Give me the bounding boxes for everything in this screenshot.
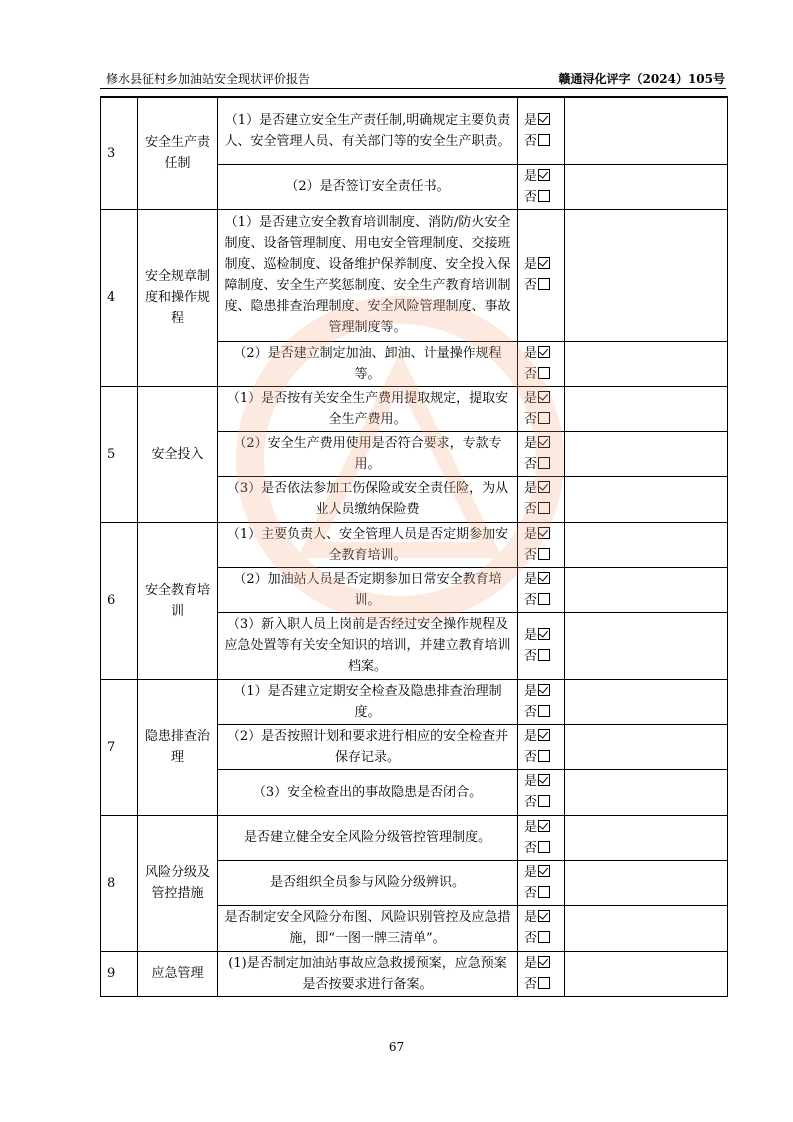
no-label: 否: [524, 592, 538, 608]
remark-cell: [565, 522, 728, 567]
remark-cell: [565, 97, 728, 164]
empty-box-icon[interactable]: [538, 412, 550, 424]
checked-box-icon[interactable]: [538, 527, 550, 539]
checked-box-icon[interactable]: [538, 910, 550, 922]
item-category: 安全投入: [138, 386, 218, 522]
check-result: [518, 860, 565, 905]
report-title-header: 修水县征村乡加油站安全现状评价报告: [106, 72, 311, 86]
check-content: （3）是否依法参加工伤保险或安全责任险，为从业人员缴纳保险费: [218, 476, 518, 522]
header-divider: [100, 88, 726, 89]
checked-box-icon[interactable]: [538, 346, 550, 358]
item-category: 安全规章制度和操作规程: [138, 209, 218, 386]
check-result: [518, 769, 565, 815]
check-content: （1）主要负责人、安全管理人员是否定期参加安全教育培训。: [218, 522, 518, 567]
table-row: [101, 522, 728, 567]
empty-box-icon[interactable]: [538, 593, 550, 605]
check-content: （2）是否按照计划和要求进行相应的安全检查并保存记录。: [218, 724, 518, 769]
empty-box-icon[interactable]: [538, 750, 550, 762]
checked-box-icon[interactable]: [538, 391, 550, 403]
yes-option[interactable]: [524, 817, 561, 838]
table-row: [101, 815, 728, 860]
check-result: [518, 905, 565, 951]
yes-label: 是: [524, 955, 538, 971]
empty-box-icon[interactable]: [538, 457, 550, 469]
checked-box-icon[interactable]: [538, 169, 550, 181]
remark-cell: [565, 815, 728, 860]
yes-label: 是: [524, 257, 538, 272]
yes-option[interactable]: [524, 726, 561, 747]
no-label: 否: [524, 976, 538, 992]
yes-label: 是: [524, 774, 538, 789]
empty-box-icon[interactable]: [538, 190, 550, 202]
report-code-header: 赣通浔化评字（2024）105号: [558, 72, 725, 86]
check-content: （1）是否按有关安全生产费用提取规定，提取安全生产费用。: [218, 386, 518, 431]
table-row: [101, 209, 728, 341]
yes-option[interactable]: [524, 953, 561, 974]
no-option[interactable]: [524, 409, 561, 430]
yes-option[interactable]: [524, 433, 561, 454]
remark-cell: [565, 679, 728, 724]
yes-label: 是: [524, 910, 538, 925]
check-result: [518, 431, 565, 476]
empty-box-icon[interactable]: [538, 977, 550, 989]
check-result: [518, 341, 565, 386]
table-row: [101, 97, 728, 164]
check-content: （1）是否建立定期安全检查及隐患排查治理制度。: [218, 679, 518, 724]
checked-box-icon[interactable]: [538, 774, 550, 786]
item-number: 4: [101, 209, 138, 386]
no-option[interactable]: [524, 454, 561, 475]
remark-cell: [565, 769, 728, 815]
item-number: 8: [101, 815, 138, 951]
remark-cell: [565, 612, 728, 679]
item-number: 6: [101, 522, 138, 679]
no-option[interactable]: [524, 275, 561, 296]
checked-box-icon[interactable]: [538, 956, 550, 968]
page-number: 67: [388, 1040, 405, 1054]
remark-cell: [565, 386, 728, 431]
item-number: 7: [101, 679, 138, 815]
yes-label: 是: [524, 819, 538, 835]
checked-box-icon[interactable]: [538, 113, 550, 125]
yes-option[interactable]: [524, 478, 561, 499]
remark-cell: [565, 860, 728, 905]
check-result: [518, 164, 565, 209]
check-content: （2）加油站人员是否定期参加日常安全教育培训。: [218, 567, 518, 612]
no-option[interactable]: [524, 590, 561, 611]
no-option[interactable]: [524, 545, 561, 566]
no-label: 否: [524, 502, 538, 517]
no-option[interactable]: [524, 747, 561, 768]
check-result: [518, 567, 565, 612]
no-label: 否: [524, 133, 538, 149]
checked-box-icon[interactable]: [538, 572, 550, 584]
no-label: 否: [524, 278, 538, 293]
item-category: 风险分级及管控措施: [138, 815, 218, 951]
no-option[interactable]: [524, 499, 561, 520]
item-category: 安全教育培训: [138, 522, 218, 679]
yes-label: 是: [524, 683, 538, 699]
yes-option[interactable]: [524, 907, 561, 928]
check-result: [518, 679, 565, 724]
yes-option[interactable]: [524, 771, 561, 792]
check-content: （1）是否建立安全教育培训制度、消防/防火安全制度、设备管理制度、用电安全管理制度、交接班制度、巡检制度、设备维护保养制度、安全投入保障制度、安全生产奖惩制度、安全生产教育培训制度、隐患排查治理制度、安全风险管理制度、事故管理制度等。: [218, 209, 518, 341]
checked-box-icon[interactable]: [538, 481, 550, 493]
yes-label: 是: [524, 526, 538, 542]
remark-cell: [565, 951, 728, 996]
no-label: 否: [524, 189, 538, 205]
yes-label: 是: [524, 112, 538, 128]
check-result: [518, 209, 565, 341]
no-label: 否: [524, 704, 538, 720]
yes-label: 是: [524, 481, 538, 496]
item-category: 应急管理: [138, 951, 218, 996]
check-result: [518, 724, 565, 769]
check-content: （2）是否签订安全责任书。: [218, 164, 518, 209]
checked-box-icon[interactable]: [538, 684, 550, 696]
checked-box-icon[interactable]: [538, 820, 550, 832]
no-option[interactable]: [524, 646, 561, 667]
check-result: [518, 815, 565, 860]
no-option[interactable]: [524, 364, 561, 385]
item-category: 安全生产责任制: [138, 97, 218, 209]
table-row: [101, 951, 728, 996]
check-content: 是否建立健全安全风险分级管控管理制度。: [218, 815, 518, 860]
yes-label: 是: [524, 345, 538, 361]
remark-cell: [565, 905, 728, 951]
empty-box-icon[interactable]: [538, 841, 550, 853]
empty-box-icon[interactable]: [538, 502, 550, 514]
yes-option[interactable]: [524, 681, 561, 702]
remark-cell: [565, 476, 728, 522]
check-content: （2）安全生产费用使用是否符合要求，专款专用。: [218, 431, 518, 476]
check-result: [518, 97, 565, 164]
check-content: (1)是否制定加油站事故应急救援预案，应急预案是否按要求进行备案。: [218, 951, 518, 996]
item-category: 隐患排查治理: [138, 679, 218, 815]
no-label: 否: [524, 749, 538, 765]
check-result: [518, 522, 565, 567]
item-number: 3: [101, 97, 138, 209]
no-label: 否: [524, 931, 538, 946]
no-option[interactable]: [524, 838, 561, 859]
empty-box-icon[interactable]: [538, 649, 550, 661]
yes-label: 是: [524, 571, 538, 587]
check-result: [518, 951, 565, 996]
yes-option[interactable]: [524, 343, 561, 364]
no-option[interactable]: [524, 131, 561, 152]
remark-cell: [565, 567, 728, 612]
check-content: （3）安全检查出的事故隐患是否闭合。: [218, 769, 518, 815]
item-number: 9: [101, 951, 138, 996]
no-option[interactable]: [524, 187, 561, 208]
remark-cell: [565, 724, 728, 769]
no-option[interactable]: [524, 974, 561, 995]
check-content: 是否制定安全风险分布图、风险识别管控及应急措施，即“一图一牌三清单”。: [218, 905, 518, 951]
checked-box-icon[interactable]: [538, 628, 550, 640]
yes-option[interactable]: [524, 254, 561, 275]
no-label: 否: [524, 411, 538, 427]
yes-option[interactable]: [524, 166, 561, 187]
no-label: 否: [524, 648, 538, 664]
yes-label: 是: [524, 627, 538, 643]
no-option[interactable]: [524, 702, 561, 723]
yes-option[interactable]: [524, 862, 561, 883]
check-content: （2）是否建立制定加油、卸油、计量操作规程等。: [218, 341, 518, 386]
no-option[interactable]: [524, 883, 561, 904]
check-result: [518, 386, 565, 431]
yes-label: 是: [524, 390, 538, 406]
check-content: 是否组织全员参与风险分级辨识。: [218, 860, 518, 905]
checked-box-icon[interactable]: [538, 436, 550, 448]
empty-box-icon[interactable]: [538, 367, 550, 379]
table-row: [101, 386, 728, 431]
safety-checklist-table: [100, 96, 728, 997]
empty-box-icon[interactable]: [538, 134, 550, 146]
yes-label: 是: [524, 864, 538, 880]
checked-box-icon[interactable]: [538, 257, 550, 269]
empty-box-icon[interactable]: [538, 705, 550, 717]
no-label: 否: [524, 456, 538, 472]
no-label: 否: [524, 840, 538, 856]
remark-cell: [565, 209, 728, 341]
check-content: （1）是否建立安全生产责任制,明确规定主要负责人、安全管理人员、有关部门等的安全生产职责。: [218, 97, 518, 164]
yes-label: 是: [524, 728, 538, 744]
no-label: 否: [524, 885, 538, 901]
no-label: 否: [524, 795, 538, 810]
checked-box-icon[interactable]: [538, 729, 550, 741]
no-label: 否: [524, 547, 538, 563]
yes-option[interactable]: [524, 524, 561, 545]
yes-label: 是: [524, 168, 538, 184]
yes-option[interactable]: [524, 625, 561, 646]
empty-box-icon[interactable]: [538, 795, 550, 807]
remark-cell: [565, 341, 728, 386]
remark-cell: [565, 431, 728, 476]
yes-option[interactable]: [524, 569, 561, 590]
table-row: [101, 679, 728, 724]
check-content: （3）新入职人员上岗前是否经过安全操作规程及应急处置等有关安全知识的培训，并建立教育培训档案。: [218, 612, 518, 679]
yes-option[interactable]: [524, 388, 561, 409]
no-option[interactable]: [524, 792, 561, 813]
no-option[interactable]: [524, 928, 561, 949]
yes-label: 是: [524, 435, 538, 451]
empty-box-icon[interactable]: [538, 548, 550, 560]
check-result: [518, 612, 565, 679]
yes-option[interactable]: [524, 110, 561, 131]
empty-box-icon[interactable]: [538, 931, 550, 943]
check-result: [518, 476, 565, 522]
remark-cell: [565, 164, 728, 209]
item-number: 5: [101, 386, 138, 522]
empty-box-icon[interactable]: [538, 278, 550, 290]
checked-box-icon[interactable]: [538, 865, 550, 877]
empty-box-icon[interactable]: [538, 886, 550, 898]
no-label: 否: [524, 366, 538, 382]
